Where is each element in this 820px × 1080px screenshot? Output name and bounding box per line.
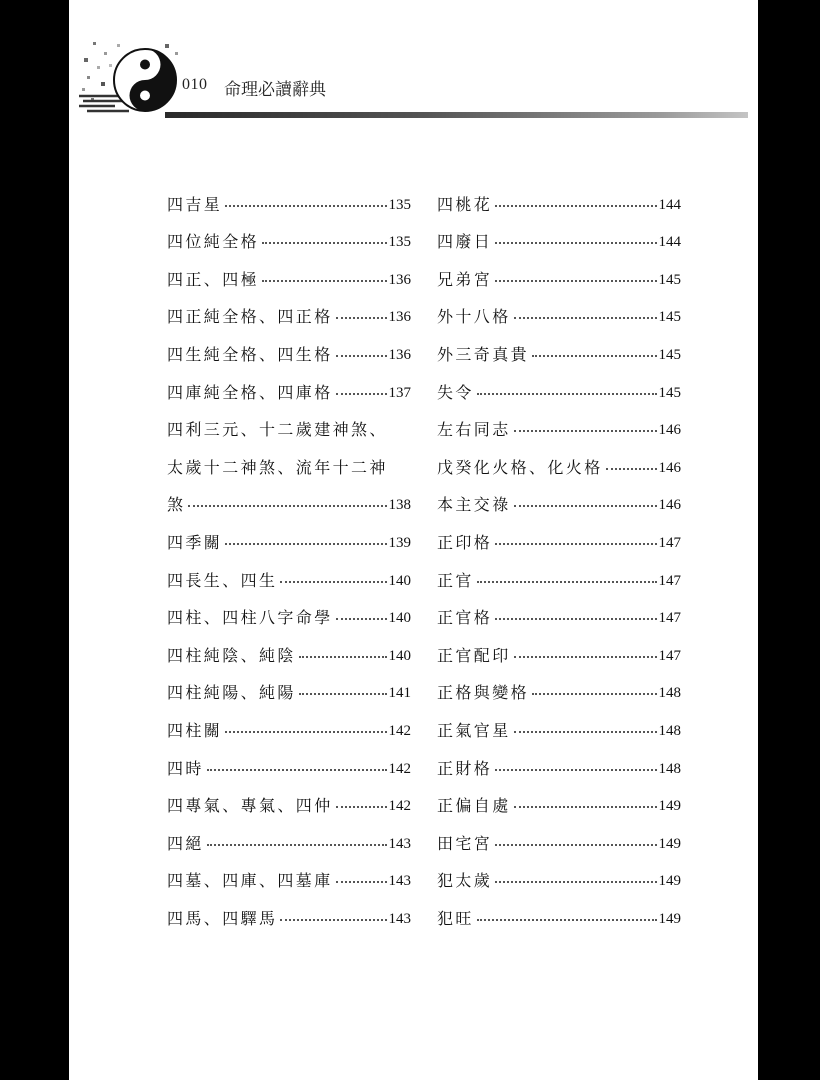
dot-leader <box>477 581 657 583</box>
dot-leader <box>188 505 386 507</box>
dot-leader <box>299 693 387 695</box>
toc-term: 正格與變格 <box>437 683 530 703</box>
toc-term: 四時 <box>167 758 204 778</box>
toc-page-number: 139 <box>388 534 411 551</box>
toc-page-number: 135 <box>388 234 411 251</box>
toc-term: 太歲十二神煞、流年十二神 <box>167 457 388 477</box>
toc-term: 戊癸化火格、化火格 <box>437 457 603 477</box>
header-rule <box>165 112 748 118</box>
toc-page-number: 142 <box>388 798 411 815</box>
toc-page-number: 148 <box>658 685 681 702</box>
header-page-number: 010 <box>182 76 208 93</box>
toc-term: 正官 <box>437 570 474 590</box>
toc-term: 田宅宮 <box>437 833 493 853</box>
toc-entry <box>437 741 681 779</box>
toc-entry <box>437 327 681 365</box>
toc-term: 正偏自處 <box>437 796 511 816</box>
toc-page-number: 145 <box>658 346 681 363</box>
dot-leader <box>207 844 387 846</box>
toc-page-number: 147 <box>658 610 681 627</box>
dot-leader <box>495 280 656 282</box>
toc-term: 兄弟宮 <box>437 269 493 289</box>
toc-entry <box>437 403 681 441</box>
toc-page-number: 143 <box>388 910 411 927</box>
header-book-title: 命理必讀辭典 <box>224 80 326 100</box>
toc-entry <box>167 591 411 629</box>
toc-entry <box>437 177 681 215</box>
toc-page-number: 146 <box>658 422 681 439</box>
dot-leader <box>532 693 656 695</box>
toc-term: 四吉星 <box>167 194 223 214</box>
toc-entry <box>167 628 411 666</box>
toc-entry <box>167 440 411 478</box>
dot-leader <box>495 881 656 883</box>
toc-term: 正印格 <box>437 532 493 552</box>
dot-leader <box>299 656 387 658</box>
toc-term: 四絕 <box>167 833 204 853</box>
toc-page-number: 142 <box>388 722 411 739</box>
dot-leader <box>207 769 387 771</box>
toc-entry <box>437 854 681 892</box>
dot-leader <box>514 505 657 507</box>
dot-leader <box>336 618 387 620</box>
toc-entry <box>167 478 411 516</box>
toc-entry <box>437 891 681 929</box>
toc-term: 四正、四極 <box>167 269 260 289</box>
toc-entry <box>167 252 411 290</box>
dot-leader <box>514 656 657 658</box>
toc-term: 四生純全格、四生格 <box>167 344 333 364</box>
toc-term: 四柱純陰、純陰 <box>167 645 296 665</box>
toc-entry <box>167 666 411 704</box>
dot-leader <box>336 393 387 395</box>
toc-page-number: 145 <box>658 271 681 288</box>
dot-leader <box>336 317 387 319</box>
toc-term: 本主交祿 <box>437 495 511 515</box>
book-page <box>69 0 758 1080</box>
toc-entry <box>167 403 411 441</box>
dot-leader <box>606 468 657 470</box>
toc-page-number: 137 <box>388 384 411 401</box>
toc-term: 外三奇真貴 <box>437 344 530 364</box>
toc-entry <box>167 515 411 553</box>
toc-page-number: 147 <box>658 647 681 664</box>
toc-term: 犯旺 <box>437 908 474 928</box>
toc-page-number: 135 <box>388 196 411 213</box>
dot-leader <box>514 806 657 808</box>
toc-term: 失令 <box>437 382 474 402</box>
toc-term: 四季關 <box>167 532 223 552</box>
toc-term: 外十八格 <box>437 307 511 327</box>
toc-entry <box>437 553 681 591</box>
toc-term: 四專氣、專氣、四仲 <box>167 796 333 816</box>
toc-page-number: 146 <box>658 497 681 514</box>
toc-term: 四長生、四生 <box>167 570 278 590</box>
toc-page-number: 142 <box>388 760 411 777</box>
toc-entry <box>167 365 411 403</box>
toc-entry <box>437 252 681 290</box>
toc-page-number: 148 <box>658 722 681 739</box>
toc-term: 四柱、四柱八字命學 <box>167 608 333 628</box>
toc-entry <box>167 703 411 741</box>
toc-term: 四墓、四庫、四墓庫 <box>167 871 333 891</box>
dot-leader <box>225 205 386 207</box>
toc-entry <box>437 365 681 403</box>
toc-entry <box>167 177 411 215</box>
dot-leader <box>495 242 656 244</box>
toc-entry <box>437 666 681 704</box>
dot-leader <box>336 806 387 808</box>
toc-term: 四利三元、十二歲建神煞、 <box>167 420 388 440</box>
toc-page-number: 140 <box>388 572 411 589</box>
toc-term: 四正純全格、四正格 <box>167 307 333 327</box>
toc-entry <box>437 440 681 478</box>
dot-leader <box>514 430 657 432</box>
toc-entry <box>167 290 411 328</box>
toc-page-number: 147 <box>658 534 681 551</box>
toc-entry <box>437 478 681 516</box>
toc-column-right <box>437 177 681 929</box>
toc-page-number: 136 <box>388 346 411 363</box>
toc-entry <box>437 703 681 741</box>
toc-page-number: 149 <box>658 873 681 890</box>
dot-leader <box>280 919 386 921</box>
toc-entry <box>167 854 411 892</box>
toc-page-number: 138 <box>388 497 411 514</box>
dot-leader <box>336 881 387 883</box>
toc-term: 犯太歲 <box>437 871 493 891</box>
toc-page-number: 146 <box>658 459 681 476</box>
dot-leader <box>532 355 656 357</box>
toc-column-left <box>167 177 411 929</box>
toc-page-number: 149 <box>658 910 681 927</box>
toc-page-number: 140 <box>388 647 411 664</box>
toc-entry <box>437 628 681 666</box>
dot-leader <box>514 731 657 733</box>
toc-entry <box>167 891 411 929</box>
dot-leader <box>477 919 657 921</box>
toc-page-number: 143 <box>388 835 411 852</box>
toc-page-number: 144 <box>658 234 681 251</box>
toc-entry <box>437 779 681 817</box>
toc-page-number: 136 <box>388 309 411 326</box>
dot-leader <box>495 769 656 771</box>
toc-term: 四位純全格 <box>167 232 260 252</box>
dot-leader <box>514 317 657 319</box>
toc-page-number: 149 <box>658 798 681 815</box>
toc-entry <box>437 591 681 629</box>
dot-leader <box>495 618 656 620</box>
dot-leader <box>225 543 386 545</box>
toc-term: 四柱純陽、純陽 <box>167 683 296 703</box>
toc-term: 正氣官星 <box>437 720 511 740</box>
toc-entry <box>167 816 411 854</box>
toc-term: 四馬、四驛馬 <box>167 908 278 928</box>
toc-entry <box>437 515 681 553</box>
toc-page-number: 141 <box>388 685 411 702</box>
toc-entry <box>167 553 411 591</box>
toc-term: 四柱關 <box>167 720 223 740</box>
toc-page-number: 143 <box>388 873 411 890</box>
toc-entry <box>167 741 411 779</box>
toc-entry <box>437 290 681 328</box>
toc-term: 正官格 <box>437 608 493 628</box>
toc-page-number: 147 <box>658 572 681 589</box>
dot-leader <box>262 280 386 282</box>
toc-page-number: 148 <box>658 760 681 777</box>
toc-page-number: 149 <box>658 835 681 852</box>
toc-entry <box>437 816 681 854</box>
toc-term: 正財格 <box>437 758 493 778</box>
toc-entry <box>167 327 411 365</box>
toc-entry <box>437 215 681 253</box>
toc-entry <box>167 779 411 817</box>
dot-leader <box>336 355 387 357</box>
toc-page-number: 145 <box>658 309 681 326</box>
yin-yang-icon <box>79 38 189 122</box>
dot-leader <box>280 581 386 583</box>
dot-leader <box>262 242 386 244</box>
toc-term: 四庫純全格、四庫格 <box>167 382 333 402</box>
toc-page-number: 136 <box>388 271 411 288</box>
toc-term: 四廢日 <box>437 232 493 252</box>
toc-page-number: 144 <box>658 196 681 213</box>
toc-term: 煞 <box>167 495 186 515</box>
dot-leader <box>477 393 657 395</box>
dot-leader <box>225 731 386 733</box>
toc-page-number: 145 <box>658 384 681 401</box>
dot-leader <box>495 205 656 207</box>
toc-page-number: 140 <box>388 610 411 627</box>
toc-term: 正官配印 <box>437 645 511 665</box>
dot-leader <box>495 543 656 545</box>
toc-entry <box>167 215 411 253</box>
toc-term: 左右同志 <box>437 420 511 440</box>
toc-term: 四桃花 <box>437 194 493 214</box>
dot-leader <box>495 844 656 846</box>
